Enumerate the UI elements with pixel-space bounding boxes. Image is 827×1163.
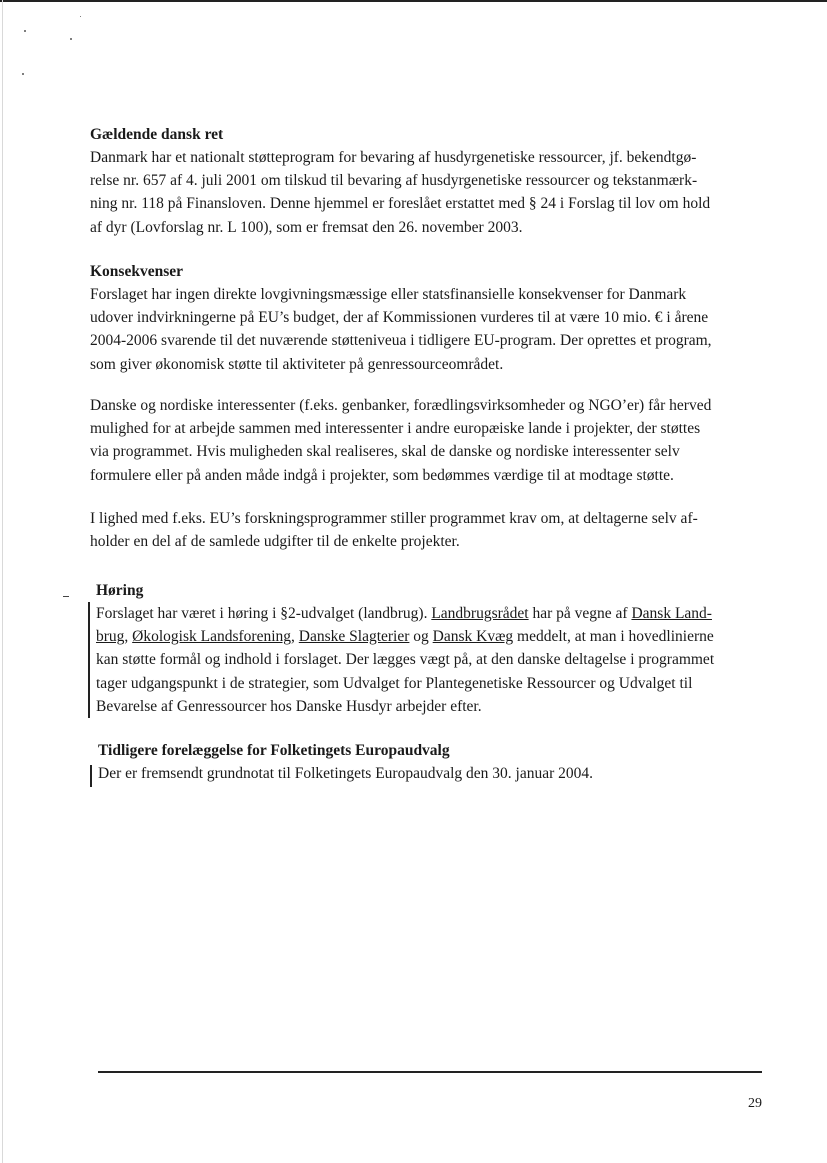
text-line: ning nr. 118 på Finansloven. Denne hjemmel er foreslået erstattet med § 24 i Forslag til lov om hold — [90, 195, 711, 213]
paragraph — [90, 283, 712, 376]
scan-speck — [70, 38, 72, 40]
link-dansk-kvaeg[interactable]: Dansk Kvæg — [432, 628, 514, 646]
section-heading: Tidligere forelæggelse for Folketingets Europaudvalg — [98, 742, 450, 759]
text-line: Danmark har et nationalt støtteprogram for bevaring af husdyrgenetiske ressourcer, jf. bekendtgø- — [90, 149, 697, 166]
paragraph — [90, 146, 710, 239]
text-line: 2004-2006 svarende til det nuværende støtteniveua i tidligere EU-program. Der oprettes et program, — [90, 332, 712, 350]
scan-left-edge — [2, 0, 3, 1163]
text-line: holder en del af de samlede udgifter til de enkelte projekter. — [90, 533, 460, 551]
text-run: Forslaget har været i høring i §2-udvalget (landbrug). — [96, 605, 432, 622]
text-line: udover indvirkningerne på EU’s budget, der af Kommissionen vurderes til at være 10 mio. € i årene — [90, 309, 709, 327]
section-konsekvenser — [90, 261, 712, 376]
link-danske-slagterier[interactable]: Danske Slagterier — [298, 628, 410, 646]
text-line: Bevarelse af Genressourcer hos Danske Husdyr arbejder efter. — [96, 697, 482, 715]
footer-divider — [98, 1071, 762, 1073]
scan-speck — [24, 30, 26, 32]
link-landbrugsraadet[interactable]: Landbrugsrådet — [431, 605, 529, 622]
text-run: , — [124, 628, 133, 646]
text-line: mulighed for at arbejde sammen med interessenter i andre europæiske lande i projekter, der støttes — [90, 420, 701, 438]
link-dansk-landbrug-cont[interactable]: brug — [96, 628, 125, 646]
page-number: 29 — [748, 1096, 762, 1111]
margin-dash-mark — [63, 596, 69, 597]
link-oekologisk-landsforening[interactable]: Økologisk Landsforening — [132, 628, 292, 646]
text-line: tager udgangspunkt i de strategier, som Udvalget for Plantegenetiske Ressourcer og Udvalget til — [96, 674, 693, 692]
paragraph-forskningsprogrammer — [90, 507, 698, 553]
scan-speck — [80, 16, 81, 17]
scan-top-edge — [0, 0, 827, 2]
section-tidligere-forelaeggelse — [98, 740, 593, 785]
text-line: I lighed med f.eks. EU’s forskningsprogrammer stiller programmet krav om, at deltagerne selv af- — [90, 510, 698, 527]
text-run: har på vegne af — [528, 605, 632, 622]
text-run: og — [409, 628, 433, 646]
section-heading: Gældende dansk ret — [90, 126, 224, 143]
paragraph-interessenter — [90, 394, 711, 487]
text-line: relse nr. 657 af 4. juli 2001 om tilskud til bevaring af husdyrgenetiske ressourcer og tekstanmærk- — [90, 172, 698, 190]
text-line: af dyr (Lovforslag nr. L 100), som er fremsat den 26. november 2003. — [90, 218, 523, 236]
text-run: , — [291, 628, 299, 646]
change-bar — [90, 765, 92, 787]
text-run: meddelt, at man i hovedlinierne — [513, 628, 714, 646]
paragraph — [98, 762, 593, 785]
link-dansk-landbrug[interactable]: Dansk Land- — [631, 605, 712, 622]
section-horing — [96, 580, 714, 718]
section-heading: Konsekvenser — [90, 263, 183, 280]
text-line: formulere eller på anden måde indgå i projekter, som bedømmes værdige til at modtage støtte. — [90, 466, 674, 484]
section-gaeldende-dansk-ret — [90, 124, 710, 239]
text-line: Forslaget har ingen direkte lovgivningsmæssige eller statsfinansielle konsekvenser for Danmark — [90, 286, 687, 303]
scan-speck — [22, 73, 24, 75]
text-line: som giver økonomisk støtte til aktiviteter på genressourceområdet. — [90, 355, 504, 373]
text-line: via programmet. Hvis muligheden skal realiseres, skal de danske og nordiske interessenter selv — [90, 443, 680, 461]
change-bar — [88, 602, 90, 718]
text-line: Danske og nordiske interessenter (f.eks. genbanker, forædlingsvirksomheder og NGO’er) får herved — [90, 397, 712, 414]
paragraph — [96, 602, 714, 718]
text-line: kan støtte formål og indhold i forslaget. Der lægges vægt på, at den danske deltagelse i programmet — [96, 651, 715, 669]
text-line: Der er fremsendt grundnotat til Folketingets Europaudvalg den 30. januar 2004. — [98, 765, 594, 782]
section-heading: Høring — [96, 582, 144, 599]
